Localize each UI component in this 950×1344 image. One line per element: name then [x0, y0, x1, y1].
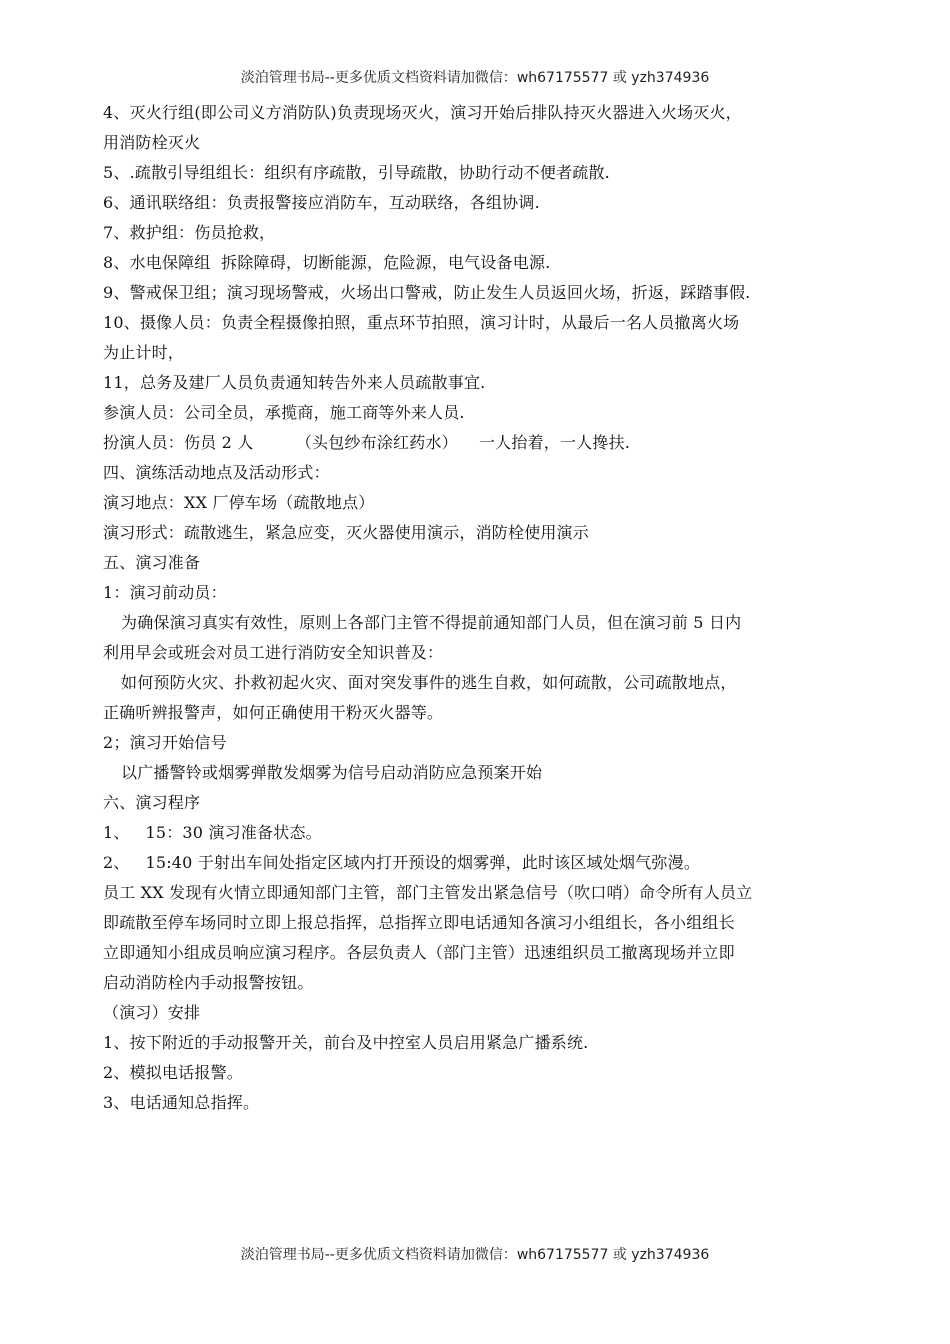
- text-line: 以广播警铃或烟雾弹散发烟雾为信号启动消防应急预案开始: [121, 763, 543, 782]
- section-heading: 五、演习准备: [103, 553, 201, 572]
- text-line: 利用早会或班会对员工进行消防安全知识普及：: [103, 643, 444, 662]
- page-header: 淡泊管理书局--更多优质文档资料请加微信：wh67175577 或 yzh374936: [240, 70, 710, 86]
- text-line: 立即通知小组成员响应演习程序。各层负责人（部门主管）迅速组织员工撤离现场并立即: [103, 943, 735, 962]
- text-line: 2；演习开始信号: [103, 733, 227, 752]
- page-footer: 淡泊管理书局--更多优质文档资料请加微信：wh67175577 或 yzh374936: [240, 1247, 710, 1263]
- text-line: 即疏散至停车场同时立即上报总指挥，总指挥立即电话通知各演习小组组长，各小组组长: [103, 913, 735, 932]
- text-line: 3、电话通知总指挥。: [103, 1093, 260, 1112]
- document-body: [103, 98, 863, 1118]
- text-line: 为确保演习真实有效性，原则上各部门主管不得提前通知部门人员，但在演习前 5 日内: [121, 613, 742, 632]
- text-line: 正确听辨报警声，如何正确使用干粉灭火器等。: [103, 703, 444, 722]
- text-line: 为止计时，: [103, 343, 185, 362]
- text-line: 1、按下附近的手动报警开关，前台及中控室人员启用紧急广播系统.: [103, 1033, 589, 1052]
- section-heading: 六、演习程序: [103, 793, 201, 812]
- text-line: 5、.疏散引导组组长：组织有序疏散，引导疏散，协助行动不便者疏散.: [103, 163, 610, 182]
- text-line: 9、警戒保卫组；演习现场警戒，火场出口警戒，防止发生人员返回火场，折返，踩踏事假.: [103, 283, 751, 302]
- text-line: 7、救护组：伤员抢救，: [103, 223, 276, 242]
- text-line: 员工 XX 发现有火情立即通知部门主管，部门主管发出紧急信号（吹口哨）命令所有人员立: [103, 883, 753, 902]
- text-line: 启动消防栓内手动报警按钮。: [103, 973, 314, 992]
- text-line: 1、 15：30 演习准备状态。: [103, 823, 322, 842]
- text-line: 用消防栓灭火: [103, 133, 201, 152]
- text-line: 2、模拟电话报警。: [103, 1063, 243, 1082]
- text-line: 扮演人员：伤员 2 人 （头包纱布涂红药水） 一人抬着，一人搀扶.: [103, 433, 631, 452]
- text-line: 如何预防火灾、扑救初起火灾、面对突发事件的逃生自救，如何疏散，公司疏散地点，: [121, 673, 737, 692]
- text-line: 11，总务及建厂人员负责通知转告外来人员疏散事宜.: [103, 373, 486, 392]
- text-line: 参演人员：公司全员，承揽商，施工商等外来人员.: [103, 403, 465, 422]
- text-line: 1：演习前动员：: [103, 583, 227, 602]
- text-line: 10、摄像人员：负责全程摄像拍照，重点环节拍照，演习计时，从最后一名人员撤离火场: [103, 313, 740, 332]
- text-line: （演习）安排: [103, 1003, 201, 1022]
- text-line: 4、灭火行组(即公司义方消防队)负责现场灭火，演习开始后排队持灭火器进入火场灭火，: [103, 103, 742, 122]
- text-line: 2、 15:40 于射出车间处指定区域内打开预设的烟雾弹，此时该区域处烟气弥漫。: [103, 853, 701, 872]
- text-line: 演习形式：疏散逃生，紧急应变，灭火器使用演示，消防栓使用演示: [103, 523, 590, 542]
- section-heading: 四、演练活动地点及活动形式：: [103, 463, 330, 482]
- text-line: 6、通讯联络组：负责报警接应消防车，互动联络，各组协调.: [103, 193, 540, 212]
- text-line: 8、水电保障组 拆除障碍，切断能源，危险源，电气设备电源.: [103, 253, 551, 272]
- text-line: 演习地点：XX 厂停车场（疏散地点）: [103, 493, 375, 512]
